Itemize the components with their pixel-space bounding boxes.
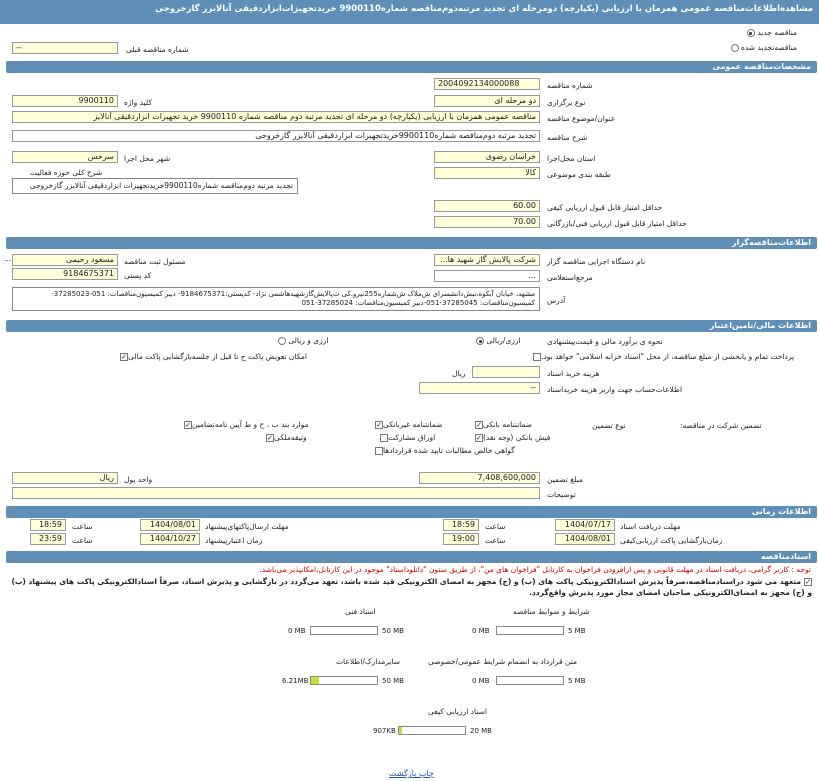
estimate-opt1-label: ارزی/ریالی: [486, 336, 521, 345]
doc-item-bar: [310, 676, 378, 685]
open-time-label: ساعت: [485, 536, 506, 545]
section-organizer-header: اطلاعات‌مناقصه‌گزار: [6, 237, 817, 249]
doc-receive-label: مهلت دریافت اسناد: [620, 522, 681, 531]
min-quality-label: حداقل امتیاز قابل قبول ارزیابی کیفی: [547, 203, 663, 212]
validity-label: زمان اعتبارپیشنهاد: [205, 536, 263, 545]
responsible-label: مسئول ثبت مناقصه: [124, 257, 186, 266]
radio-new-tender[interactable]: [747, 28, 797, 37]
commitment-text: متعهد می شود دراسنادمناقصه،صرفاً پذیرش اسنادالکترونیکی پاکت های (ب) و (ج) مجهز به امضای الکترونیکی قید شده باشد، تعهد می‌گردد در بازگشایی و پذیرش اسناد، صرفاً اسنادالکترونیکی پاکت های پیشنهاد (ب) و (ج) مجهز به امضای‌الکترونیکی صاحبان امضای مجاز مورد پذیرش واقع‌گردد.: [11, 577, 812, 597]
documents-notice: توجه : کاربر گرامی، دریافت اسناد در مهلت قانونی و پس ازافزودن فراخوان به کارتابل "فراخوان های من"، از طریق ستون "دانلوداسناد" موجود در این کارتابل،امکانپذیر می‌باشد.: [259, 565, 811, 574]
doc-item-name: اسناد فنی: [345, 607, 376, 616]
guarantee-property-checkbox[interactable]: ✓: [267, 434, 273, 442]
guarantee-legal[interactable]: [184, 420, 309, 429]
send-time[interactable]: 18:59: [30, 519, 66, 531]
doc-item-used: 0 MB: [472, 677, 490, 685]
send-label: مهلت ارسال‌پاکتهای‌پیشنهاد: [205, 522, 289, 531]
guarantee-bank-label: ضمانتنامه بانکی: [483, 420, 533, 429]
prev-number-field[interactable]: --: [12, 42, 118, 54]
doc-item-max: 5 MB: [568, 627, 586, 635]
section-documents-header: اسنادمناقصه: [6, 551, 817, 563]
send-time-label: ساعت: [72, 522, 93, 531]
estimate-opt2-radio[interactable]: [278, 337, 286, 345]
guarantee-check-checkbox[interactable]: ✓: [476, 434, 482, 442]
reference-label: مرجع‌استعلامی: [547, 273, 593, 282]
address-label: آدرس: [547, 296, 566, 305]
payment-note-label: پرداخت تمام و یابخشی از مبلغ مناقصه، از محل "اسناد خزانه اسلامی" خواهد بود.: [541, 352, 795, 361]
envelope-note-label: امکان تعویض پاکت ج تا قبل از جلسه‌بازگشایی پاکت مالی: [128, 352, 307, 361]
doc-item-name: اسناد ارزیابی کیفی: [428, 707, 487, 716]
section-timing-header: اطلاعات زمانی: [6, 506, 817, 518]
guarantee-bonds-label: اوراق مشارکت: [388, 433, 436, 442]
open-date[interactable]: 1404/08/01: [555, 533, 615, 545]
notes-label: توضیحات: [547, 490, 576, 499]
guarantee-nonbank-checkbox[interactable]: ✓: [376, 421, 382, 429]
account-field[interactable]: --: [419, 382, 540, 394]
postal-code-field[interactable]: 9184675371: [12, 268, 118, 280]
doc-item-used: 907KB: [373, 727, 396, 735]
address-field: مشهد، خیابان آبکوه،نبش‌دانشسرای ش‌ملاک ش‌شماره255نیرو.کی ت‌پالایش‌گازشهیدهاشمی نژاد- کدپستی:9184675371- دبیر کمیسیون‌مناقصات: 051-37285023-کمیسیون‌مناقصات: 37285045-051-دبیر کمیسیون‌مناقصات: 37285024-051: [12, 287, 540, 311]
prev-number-label: شماره مناقصه قبلی: [126, 45, 189, 54]
keyword-label: کلید واژه: [124, 98, 152, 107]
doc-fee-field[interactable]: [472, 366, 540, 378]
min-tech-field[interactable]: 70.00: [434, 216, 540, 228]
commitment-checkbox[interactable]: ✓: [805, 578, 811, 586]
currency-label: واحد پول: [124, 475, 153, 484]
keyword-field[interactable]: 9900110: [12, 95, 118, 107]
guarantee-check[interactable]: [475, 433, 550, 442]
open-time[interactable]: 19:00: [443, 533, 479, 545]
province-label: استان محل‌اجرا: [547, 154, 596, 163]
guarantee-nonbank[interactable]: [375, 420, 443, 429]
radio-new-circle[interactable]: [747, 29, 755, 37]
province-field[interactable]: خراسان رضوی: [434, 151, 540, 163]
payment-note[interactable]: [533, 352, 794, 361]
doc-item-max: 5 MB: [568, 677, 586, 685]
doc-item-name: شرایط و ضوابط مناقصه: [513, 607, 590, 616]
guarantee-legal-label: موارد بند ب ، ح و ط آیین نامه‌تضامین: [192, 420, 309, 429]
estimate-opt2-label: ارزی و ریالی: [288, 336, 329, 345]
doc-fee-label: هزینه خرید اسناد: [547, 369, 600, 378]
validity-date[interactable]: 1404/10/27: [140, 533, 200, 545]
city-field[interactable]: سرخس: [12, 151, 118, 163]
estimate-label: نحوه ی برآورد مالی و قیمت‌پیشنهادی: [547, 337, 663, 346]
tender-number-field[interactable]: 2004092134000088: [434, 78, 540, 90]
radio-renew-label: مناقصه‌تجدید شده: [740, 43, 797, 52]
doc-item-fill: [311, 677, 319, 684]
doc-item-used: 0 MB: [288, 627, 306, 635]
min-tech-label: حداقل امتیاز قابل قبول ارزیابی فنی/بازرگانی: [547, 219, 687, 228]
doc-item-fill: [399, 727, 402, 734]
guarantee-legal-checkbox[interactable]: ✓: [185, 421, 191, 429]
guarantee-check-label: فیش بانکی (وجه نقد): [483, 433, 551, 442]
activity-field: تجدید مرتبه دوم‌مناقصه شماره9900110خریدتجهیزات ابزاردقیقی آنالایزر گازخروجی: [12, 178, 298, 194]
reference-field[interactable]: ...: [434, 270, 540, 282]
guarantee-claims-label: گواهی خالص مطالبات تایید شده قراردادها: [383, 446, 515, 455]
min-quality-field[interactable]: 60.00: [434, 200, 540, 212]
doc-item-bar: [496, 676, 564, 685]
guarantee-claims[interactable]: [375, 446, 515, 455]
doc-item-max: 20 MB: [470, 727, 492, 735]
description-field[interactable]: تجدید مرتبه دوم‌مناقصه شماره9900110خریدتجهیزات ابزاردقیقی آنالایزر گازخروجی: [12, 130, 540, 142]
section-general-header: مشخصات‌مناقصه عمومی: [6, 61, 817, 73]
section-finance-header: اطلاعات مالی/تامین‌اعتبار: [6, 320, 817, 332]
doc-receive-time-label: ساعت: [485, 522, 506, 531]
tender-number-label: شماره مناقصه: [547, 81, 593, 90]
currency-field[interactable]: ریال: [12, 472, 118, 484]
validity-time[interactable]: 23:59: [30, 533, 66, 545]
guarantee-label: تضمین شرکت در مناقصه:: [680, 421, 762, 430]
estimate-opt1-radio[interactable]: [476, 337, 484, 345]
guarantee-property-label: وثیقه‌ملکی: [274, 433, 307, 442]
doc-item-bar: [496, 626, 564, 635]
guarantee-property[interactable]: [266, 433, 307, 442]
category-field[interactable]: کالا: [434, 167, 540, 179]
type-field[interactable]: دو مرحله ای: [434, 95, 540, 107]
print-back-link[interactable]: چاپ بازگشت: [389, 769, 434, 778]
guarantee-type-label: نوع تضمین: [592, 421, 626, 430]
radio-new-label: مناقصه جدید: [757, 28, 797, 37]
page-title: مشاهده‌اطلاعات‌مناقصه عمومی همزمان با ارزیابی (یکپارچه) دومرحله ای تجدید مرتبه‌دوم‌مناقصه شماره9900110 خریدتجهیزات‌ابزاردقیقی آنالایزر گاز‌خروجی: [0, 0, 819, 24]
estimate-opt-rial-only[interactable]: [278, 336, 329, 345]
doc-item-name: سایرمدارک/اطلاعات: [336, 657, 401, 666]
org-name-field[interactable]: شرکت پالایش گاز شهید ها...: [434, 254, 540, 266]
estimate-opt-rial-currency[interactable]: [476, 336, 521, 345]
guarantee-amount-label: مبلغ تضمین: [547, 475, 584, 484]
responsible-field[interactable]: مسعود رحیمی: [12, 254, 118, 266]
doc-item-max: 50 MB: [382, 627, 404, 635]
doc-item-bar: [398, 726, 466, 735]
doc-item-bar: [310, 626, 378, 635]
doc-item-max: 50 MB: [382, 677, 404, 685]
doc-item-used: 6.21MB: [282, 677, 309, 685]
notes-field[interactable]: [12, 487, 540, 499]
type-label: نوع برگزاری: [547, 98, 586, 107]
doc-item-name: متن قرارداد به انضمام شرایط عمومی/خصوصی: [428, 657, 577, 666]
guarantee-bonds-checkbox[interactable]: [380, 434, 388, 442]
org-name-label: نام دستگاه اجرایی مناقصه گزار: [547, 257, 646, 266]
envelope-note[interactable]: [120, 352, 307, 361]
subject-field[interactable]: مناقصه عمومی همزمان با ارزیابی (یکپارچه) دو مرحله ای تجدید مرتبه دوم مناقصه شماره 9900110 خرید تجهیزات ابزاردقیقی آنالایز: [12, 111, 540, 123]
city-label: شهر محل اجرا: [124, 154, 171, 163]
guarantee-bank[interactable]: [475, 420, 532, 429]
guarantee-claims-checkbox[interactable]: [375, 447, 383, 455]
category-label: طبقه بندی موضوعی: [547, 170, 611, 179]
activity-label: شرح کلی حوزه فعالیت: [30, 168, 103, 177]
account-label: اطلاعات‌حساب جهت واریز هزینه خریداسناد: [547, 385, 683, 394]
responsible-more: ...: [4, 254, 12, 263]
validity-time-label: ساعت: [72, 536, 93, 545]
open-label: زمان‌بازگشایی پاکت ارزیابی‌کیفی: [620, 536, 723, 545]
description-label: شرح مناقصه: [547, 133, 588, 142]
guarantee-bonds[interactable]: [380, 433, 435, 442]
radio-renew-circle[interactable]: [731, 44, 739, 52]
radio-renew-tender[interactable]: [731, 43, 798, 52]
documents-commitment: [8, 576, 812, 598]
subject-label: عنوان/موضوع مناقصه: [547, 114, 616, 123]
doc-fee-unit: ریال: [452, 369, 466, 378]
guarantee-amount-field[interactable]: 7,408,600,000: [419, 472, 540, 484]
doc-receive-time[interactable]: 18:59: [443, 519, 479, 531]
payment-note-checkbox[interactable]: [533, 353, 541, 361]
doc-receive-date[interactable]: 1404/07/17: [555, 519, 615, 531]
guarantee-bank-checkbox[interactable]: ✓: [476, 421, 482, 429]
guarantee-nonbank-label: ضمانتنامه غیربانکی: [383, 420, 443, 429]
send-date[interactable]: 1404/08/01: [140, 519, 200, 531]
envelope-note-checkbox[interactable]: ✓: [121, 353, 127, 361]
doc-item-used: 0 MB: [472, 627, 490, 635]
postal-code-label: کد پستی: [124, 271, 152, 280]
